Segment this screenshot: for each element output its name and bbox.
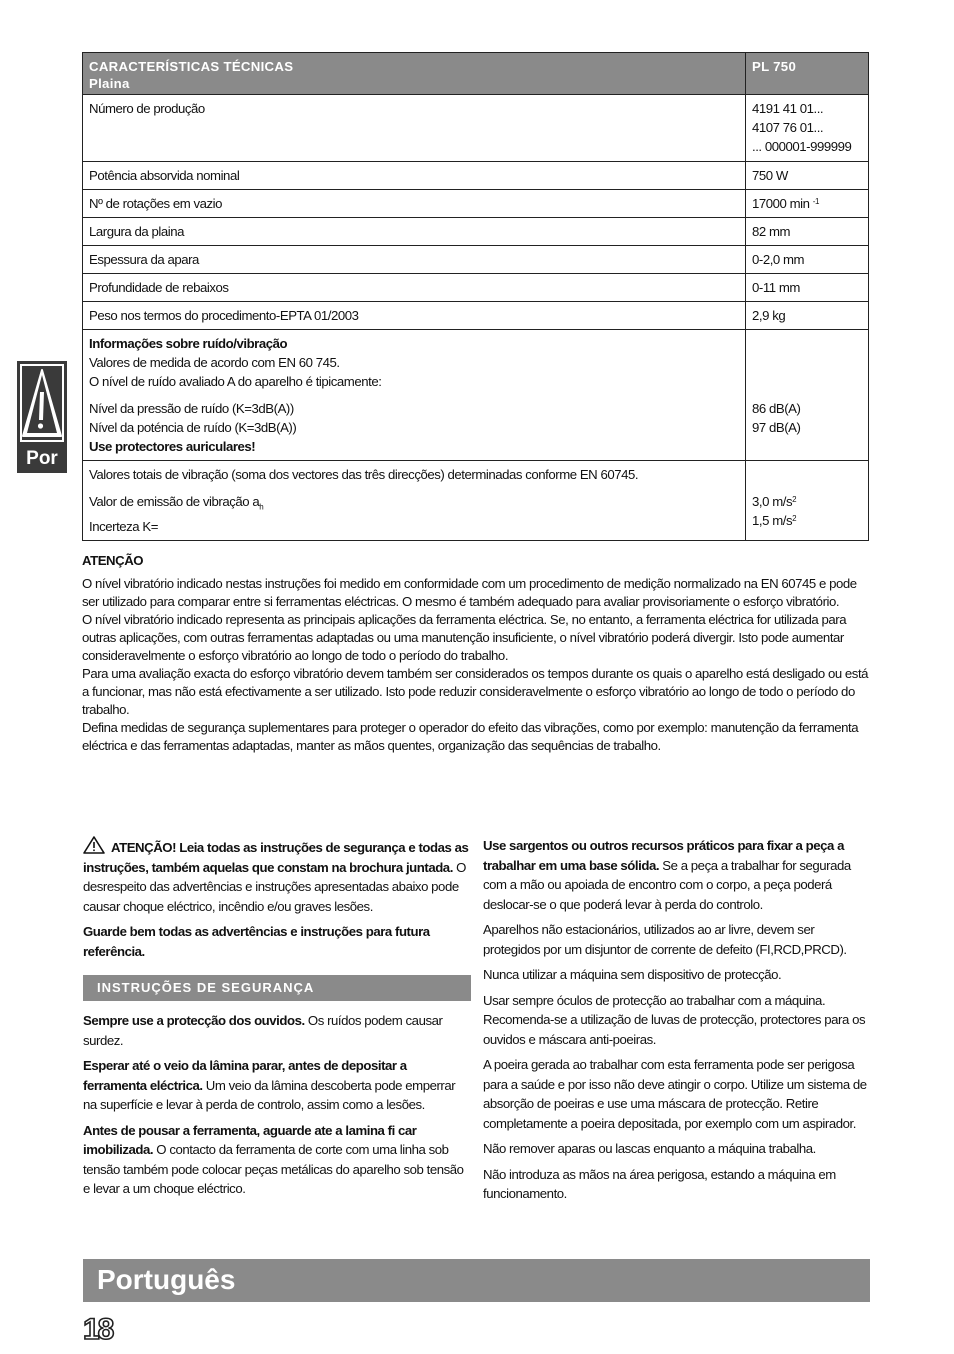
row-value: 750 W bbox=[746, 162, 869, 190]
table-row bbox=[83, 218, 869, 246]
list-item bbox=[83, 1121, 471, 1199]
row-value: 4107 76 01... bbox=[752, 120, 824, 135]
table-row bbox=[83, 162, 869, 190]
section-heading: INSTRUÇÕES DE SEGURANÇA bbox=[83, 975, 471, 1001]
table-row bbox=[83, 274, 869, 302]
noise-pressure-label: Nível da pressão de ruído (K=3dB(A)) bbox=[89, 401, 294, 416]
list-item bbox=[83, 1056, 471, 1115]
list-item bbox=[483, 836, 871, 914]
row-label: Profundidade de rebaixos bbox=[83, 274, 746, 302]
left-column bbox=[83, 836, 471, 1205]
language-side-tab bbox=[17, 361, 67, 473]
warning-text: O desrespeito das advertências e instruções apresentadas abaixo pode causar choque eléctrico, incêndio e/ou graves lesões. bbox=[83, 859, 466, 914]
noise-power-value: 97 dB(A) bbox=[752, 420, 801, 435]
noise-power-label: Nível da poténcia de ruído (K=3dB(A)) bbox=[89, 420, 297, 435]
row-value: 4191 41 01... bbox=[752, 101, 824, 116]
warning-bold: ATENÇÃO! Leia todas as instruções de segurança e todas as instruções, também aquelas que constam na brochura juntada. bbox=[83, 840, 469, 875]
vibration-row bbox=[83, 461, 869, 541]
row-value: 82 mm bbox=[746, 218, 869, 246]
attention-title: ATENÇÃO bbox=[82, 553, 144, 568]
row-label: Potência absorvida nominal bbox=[83, 162, 746, 190]
language-bar bbox=[83, 1259, 870, 1302]
row-value: 17000 min bbox=[752, 196, 810, 211]
item-text: Se a peça a trabalhar for segurada com a mão ou apoiada de encontro com o corpo, a peça poderá deslocar-se o que poderá levar à perda do controlo. bbox=[483, 857, 851, 912]
keep-instructions: Guarde bem todas as advertências e instruções para futura referência. bbox=[83, 924, 430, 959]
vibration-emission-value: 3,0 m/s bbox=[752, 494, 793, 509]
list-item bbox=[83, 1011, 471, 1050]
row-value: ... 000001-999999 bbox=[752, 139, 852, 154]
table-row bbox=[83, 246, 869, 274]
row-label: Número de produção bbox=[83, 95, 746, 162]
noise-row bbox=[83, 330, 869, 461]
spec-subtitle: Plaina bbox=[89, 76, 130, 91]
vibration-uncertainty-label: Incerteza K= bbox=[89, 518, 159, 534]
language-title: Português bbox=[97, 1264, 236, 1295]
spec-model: PL 750 bbox=[746, 53, 869, 95]
table-row bbox=[83, 190, 869, 218]
item-bold: Sempre use a protecção dos ouvidos. bbox=[83, 1013, 305, 1028]
row-value: 0-2,0 mm bbox=[746, 246, 869, 274]
vibration-emission-sub: h bbox=[259, 502, 264, 512]
list-item: Não remover aparas ou lascas enquanto a máquina trabalha. bbox=[483, 1141, 816, 1156]
attention-section bbox=[82, 552, 872, 755]
noise-pressure-value: 86 dB(A) bbox=[752, 401, 801, 416]
right-column bbox=[483, 836, 871, 1210]
row-label: Espessura da apara bbox=[83, 246, 746, 274]
row-label: Peso nos termos do procedimento-EPTA 01/2003 bbox=[83, 302, 746, 330]
noise-title: Informações sobre ruído/vibração bbox=[89, 336, 288, 351]
row-value: 2,9 kg bbox=[746, 302, 869, 330]
attention-paragraph: O nível vibratório indicado representa as principais aplicações da ferramenta eléctrica. Se, no entanto, a ferramenta eléctrica for utilizada para outras aplicações, com outras ferramentas adaptadas ou uma manutenção insuficiente, o nível vibratório poderá divergir. Isto pode aumentar consideravelmente o esforço vibratório ao longo de todo o período do trabalho. bbox=[82, 612, 847, 663]
unit-sup: 2 bbox=[792, 495, 797, 504]
item-bold: Use sargentos ou outros recursos práticos para fixar a peça a trabalhar em uma base sólida. bbox=[483, 838, 844, 873]
spec-table-header bbox=[83, 53, 869, 95]
attention-paragraph: Defina medidas de segurança suplementares para proteger o operador do efeito das vibrações, como por exemplo: manutenção da ferramenta eléctrica e das ferramentas adaptadas, manter as mãos quentes, organização das sequências de trabalho. bbox=[82, 720, 859, 753]
item-text: O contacto da ferramenta de corte com uma linha sob tensão também pode colocar peças metálicas do aparelho sob tensão e levar a um choque eléctrico. bbox=[83, 1142, 464, 1196]
spec-table bbox=[82, 52, 869, 541]
item-bold: Esperar até o veio da lâmina parar, antes de depositar a ferramenta eléctrica. bbox=[83, 1058, 407, 1093]
warning-exclamation-icon bbox=[20, 364, 64, 442]
list-item: Usar sempre óculos de protecção ao trabalhar com a máquina. Recomenda-se a utilização de luvas de protecção, protectores para os ouvidos e máscara anti-poeiras. bbox=[483, 992, 866, 1047]
list-item: A poeira gerada ao trabalhar com esta ferramenta pode ser perigosa para a saúde e por isso não deve atingir o corpo. Utilize um sistema de absorção de poeiras e use uma máscara de protecção. Retire completamente a poeira depositada, por exemplo com um aspirador. bbox=[483, 1057, 867, 1131]
list-item: Nunca utilizar a máquina sem dispositivo de protecção. bbox=[483, 967, 782, 982]
table-row bbox=[83, 95, 869, 162]
item-text: Os ruídos podem causar surdez. bbox=[83, 1013, 443, 1048]
noise-line: O nível de ruído avaliado A do aparelho é tipicamente: bbox=[89, 374, 382, 389]
vibration-uncertainty-value: 1,5 m/s bbox=[752, 513, 793, 528]
language-code: Por bbox=[26, 448, 58, 469]
item-text: Um veio da lâmina descoberta pode emperrar na superfície e levar à perda de controlo, assim como a lesões. bbox=[83, 1077, 456, 1112]
row-value-sup: -1 bbox=[812, 197, 819, 206]
unit-sup: 2 bbox=[792, 514, 797, 523]
row-value: 0-11 mm bbox=[746, 274, 869, 302]
table-row bbox=[83, 302, 869, 330]
list-item: Aparelhos não estacionários, utilizados ao ar livre, devem ser protegidos por um disjuntor de corrente de defeito (FI,RCD,PRCD). bbox=[483, 922, 847, 957]
noise-warning: Use protectores auriculares! bbox=[89, 439, 256, 454]
page-number: 18 bbox=[83, 1313, 113, 1346]
vibration-intro: Valores totais de vibração (soma dos vectores das três direcções) determinadas conforme EN 60745. bbox=[89, 467, 639, 482]
item-bold: Antes de pousar a ferramenta, aguarde ate a lamina fi car imobilizada. bbox=[83, 1122, 417, 1157]
row-label: Largura da plaina bbox=[83, 218, 746, 246]
vibration-emission-label: Valor de emissão de vibração a bbox=[89, 494, 260, 509]
attention-paragraph: Para uma avaliação exacta do esforço vibratório devem também ser considerados os tempos durante os quais o aparelho está desligado ou está a funcionar, mas não está efectivamente a ser utilizado. Isto pode reduzir consideravelmente o esforço vibratório ao longo de todo o período do trabalho. bbox=[82, 666, 869, 717]
noise-line: Valores de medida de acordo com EN 60 745. bbox=[89, 355, 340, 370]
attention-paragraph: O nível vibratório indicado nestas instruções foi medido em conformidade com um procedimento de medição normalizado na EN 60745 e pode ser utilizado para comparar entre si ferramentas eléctricas. O mesmo é também adequado para avaliar provisoriamente o esforço vibratório. bbox=[82, 576, 857, 609]
warning-triangle-icon bbox=[83, 836, 105, 854]
list-item: Não introduza as mãos na área perigosa, estando a máquina em funcionamento. bbox=[483, 1166, 836, 1201]
row-label: Nº de rotações em vazio bbox=[83, 190, 746, 218]
spec-title: CARACTERÍSTICAS TÉCNICAS bbox=[89, 59, 294, 74]
